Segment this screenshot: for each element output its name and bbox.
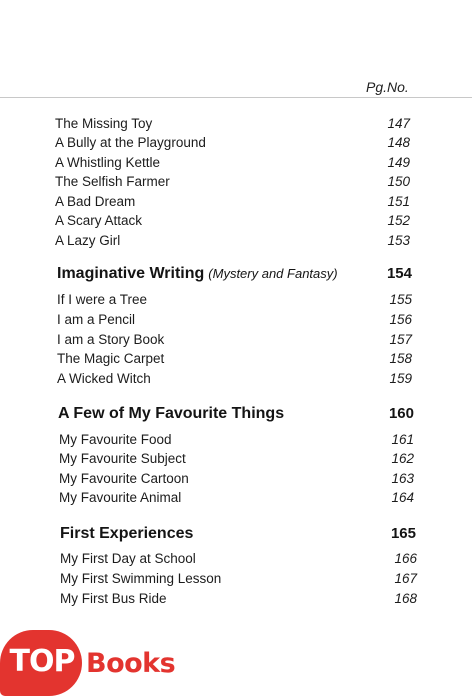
toc-entry-page: 155 [389,292,412,307]
toc-entry [57,332,412,350]
toc-entry-title: The Selfish Farmer [55,174,170,189]
toc-entry-title: The Missing Toy [55,116,153,131]
toc-entry-title: A Lazy Girl [55,233,121,248]
page-number-header: Pg.No. [366,79,409,95]
toc-entry [55,194,410,212]
logo-books-text: Books [86,648,176,679]
toc-entry-page: 156 [389,312,412,327]
logo-top-text: TOP [9,644,75,679]
toc-entry-title: A Wicked Witch [57,371,151,386]
toc-entry [60,591,417,609]
section-heading-page: 165 [390,525,416,542]
toc-entry-page: 166 [394,551,417,566]
toc-entry-title: My First Bus Ride [60,591,167,606]
toc-entry-title: My Favourite Cartoon [59,471,189,486]
header-rule [0,97,472,98]
toc-entry-title: My Favourite Food [59,432,172,447]
toc-entry-page: 167 [394,571,417,586]
toc-entry [57,292,412,310]
toc-entry [59,451,414,469]
toc-entry-page: 150 [387,174,410,189]
toc-entry [55,174,410,192]
section-heading [60,525,416,547]
toc-entry-title: A Bad Dream [55,194,136,209]
toc-entry-page: 151 [387,194,410,209]
toc-entry [55,155,410,173]
toc-entry-title: A Scary Attack [55,213,143,228]
toc-entry-title: My Favourite Animal [59,490,182,505]
section-subheading: (Mystery and Fantasy) [208,266,338,281]
toc-entry-page: 162 [391,451,414,466]
toc-entry-page: 168 [394,591,417,606]
toc-entry-page: 157 [389,332,412,347]
toc-entry [59,471,414,489]
section-heading [58,405,414,427]
section-heading-page: 154 [386,265,412,282]
toc-entry-page: 163 [391,471,414,486]
section-heading-title: A Few of My Favourite Things [58,405,285,422]
toc-entry [59,432,414,450]
toc-entry-page: 153 [387,233,410,248]
toc-entry-title: My Favourite Subject [59,451,186,466]
section-heading-title: Imaginative Writing (Mystery and Fantasy) [57,265,338,282]
toc-entry-page: 147 [387,116,410,131]
toc-entry-page: 148 [387,135,410,150]
toc-entry-title: I am a Pencil [57,312,136,327]
toc-entry [55,233,410,251]
toc-entry-page: 161 [391,432,414,447]
toc-entry-title: A Bully at the Playground [55,135,206,150]
toc-entry-title: My First Day at School [60,551,196,566]
toc-entry [60,571,417,589]
section-heading [57,265,412,287]
toc-entry-page: 149 [387,155,410,170]
toc-entry [60,551,417,569]
toc-entry-title: The Magic Carpet [57,351,165,366]
toc-entry-title: A Whistling Kettle [55,155,161,170]
section-heading-title: First Experiences [60,525,194,542]
toc-entry-title: If I were a Tree [57,292,148,307]
toc-entry-title: I am a Story Book [57,332,165,347]
toc-entry [57,351,412,369]
toc-entry [57,371,412,389]
toc-entry [59,490,414,508]
toc-entry [55,135,410,153]
toc-entry [57,312,412,330]
toc-entry-title: My First Swimming Lesson [60,571,222,586]
toc-entry [55,213,410,231]
topbooks-watermark-logo [0,622,180,700]
toc-entry-page: 158 [389,351,412,366]
toc-entry-page: 164 [391,490,414,505]
toc-entry [55,116,410,134]
section-heading-page: 160 [388,405,414,422]
toc-entry-page: 159 [389,371,412,386]
toc-entry-page: 152 [387,213,410,228]
